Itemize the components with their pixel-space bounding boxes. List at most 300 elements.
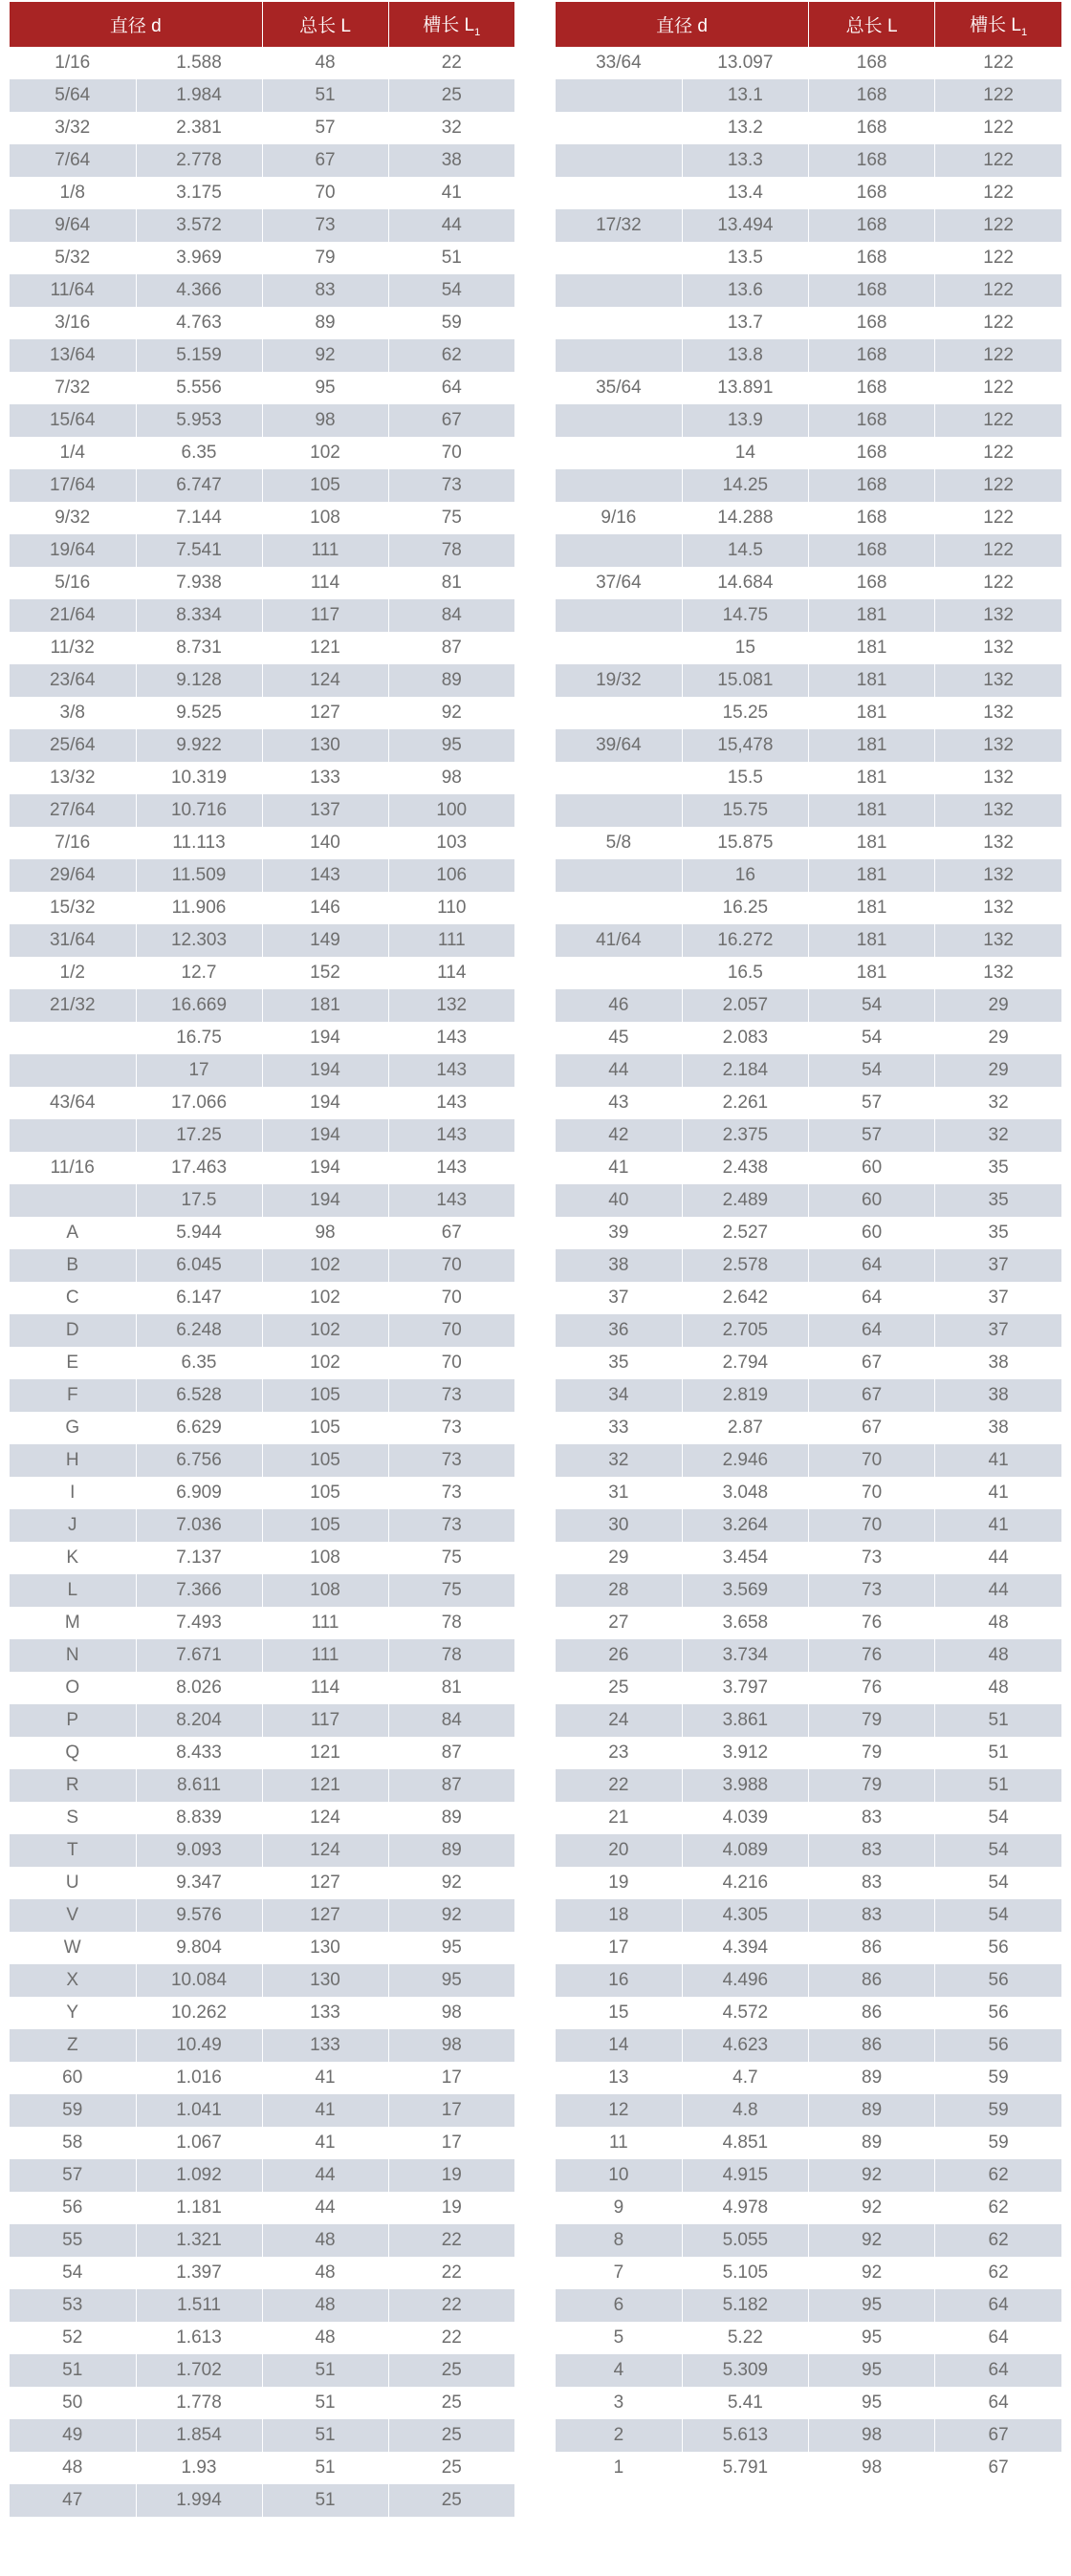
cell-diameter-size: O: [10, 1672, 136, 1704]
cell-total-length: 54: [808, 989, 934, 1022]
cell-total-length: 168: [808, 567, 934, 599]
cell-diameter-mm: 13.5: [682, 242, 808, 274]
cell-flute-length: 48: [988, 1678, 1009, 1698]
header-row: [556, 2, 1061, 47]
cell-total-length: 181: [808, 794, 934, 827]
table-row: [10, 112, 514, 144]
table-body: [10, 47, 514, 2517]
table-row: [556, 697, 1061, 729]
cell-flute-length: 100: [388, 794, 514, 827]
cell-flute-length: 67: [988, 2457, 1009, 2478]
cell-diameter-mm: 3.658: [682, 1607, 808, 1639]
cell-total-length: 86: [808, 2029, 934, 2062]
cell-flute-length: 44: [988, 1548, 1009, 1568]
cell-total-length: 83: [808, 1867, 934, 1899]
cell-total-length: 102: [262, 1249, 388, 1282]
cell-total-length: 181: [808, 599, 934, 632]
cell-total-length: 168: [808, 534, 934, 567]
cell-diameter-mm: 4.7: [682, 2062, 808, 2094]
cell-flute-length: 75: [441, 1548, 462, 1568]
header-total-length: 总长 L: [262, 2, 388, 47]
cell-total-length: 181: [262, 989, 388, 1022]
cell-diameter-size: [556, 469, 682, 502]
cell-diameter-mm: 15.25: [682, 697, 808, 729]
cell-diameter-mm: 4.089: [682, 1834, 808, 1867]
cell-flute-length: 110: [437, 898, 467, 918]
cell-total-length: 105: [262, 1412, 388, 1444]
cell-flute-length: 132: [935, 924, 1061, 957]
cell-diameter-size: 10: [556, 2159, 682, 2192]
table-row: [556, 437, 1061, 469]
cell-total-length: 73: [262, 209, 388, 242]
cell-total-length: 140: [262, 827, 388, 859]
cell-diameter-size: 21/64: [10, 599, 136, 632]
cell-diameter-mm: 2.438: [682, 1152, 808, 1184]
cell-diameter-size: B: [10, 1249, 136, 1282]
table-row: [10, 1249, 514, 1282]
cell-total-length: 111: [262, 534, 388, 567]
cell-diameter-mm: 6.35: [136, 1347, 262, 1379]
cell-diameter-size: 27: [556, 1607, 682, 1639]
cell-diameter-mm: 6.756: [136, 1444, 262, 1477]
table-row: [556, 1054, 1061, 1087]
cell-diameter-mm: 3.734: [682, 1639, 808, 1672]
cell-diameter-size: 35/64: [556, 372, 682, 404]
cell-diameter-size: 49: [10, 2419, 136, 2452]
cell-total-length: 168: [808, 209, 934, 242]
cell-total-length: 73: [808, 1574, 934, 1607]
cell-total-length: 67: [262, 144, 388, 177]
cell-total-length: 76: [808, 1639, 934, 1672]
cell-total-length: 130: [262, 729, 388, 762]
cell-diameter-size: 17/64: [10, 469, 136, 502]
cell-diameter-mm: 1.397: [136, 2257, 262, 2289]
cell-diameter-size: T: [10, 1834, 136, 1867]
table-row: [10, 47, 514, 79]
cell-total-length: 168: [808, 372, 934, 404]
table-row: [556, 339, 1061, 372]
cell-total-length: 76: [808, 1607, 934, 1639]
cell-diameter-size: 13: [556, 2062, 682, 2094]
table-row: [10, 1477, 514, 1509]
cell-diameter-size: 36: [556, 1314, 682, 1347]
cell-diameter-size: 23/64: [10, 664, 136, 697]
cell-flute-length: 122: [983, 183, 1014, 203]
cell-diameter-size: [556, 112, 682, 144]
cell-diameter-size: [556, 404, 682, 437]
cell-total-length: 146: [262, 892, 388, 924]
cell-diameter-mm: 16.5: [682, 957, 808, 989]
cell-diameter-mm: 17.463: [136, 1152, 262, 1184]
cell-diameter-mm: 5.22: [682, 2322, 808, 2354]
cell-total-length: 70: [808, 1509, 934, 1542]
table-body: [556, 47, 1061, 2484]
table-row: [10, 1217, 514, 1249]
cell-diameter-mm: 2.794: [682, 1347, 808, 1379]
table-row: [556, 1184, 1061, 1217]
cell-diameter-size: 5: [556, 2322, 682, 2354]
cell-flute-length: 81: [441, 573, 462, 593]
cell-total-length: 130: [262, 1964, 388, 1997]
table-row: [556, 534, 1061, 567]
cell-total-length: 51: [262, 2452, 388, 2484]
cell-flute-length: 56: [935, 2029, 1061, 2062]
table-row: [556, 274, 1061, 307]
table-row: [556, 729, 1061, 762]
cell-flute-length: 122: [983, 248, 1014, 268]
table-row: [556, 2387, 1061, 2419]
cell-flute-length: 54: [388, 274, 514, 307]
cell-total-length: 181: [808, 729, 934, 762]
cell-total-length: 121: [262, 632, 388, 664]
cell-diameter-mm: 8.611: [136, 1769, 262, 1802]
cell-diameter-mm: 13.891: [682, 372, 808, 404]
table-row: [10, 1184, 514, 1217]
table-row: [10, 1412, 514, 1444]
cell-diameter-mm: 17.25: [136, 1119, 262, 1152]
cell-diameter-size: 3: [556, 2387, 682, 2419]
cell-diameter-mm: 2.819: [682, 1379, 808, 1412]
table-row: [556, 2257, 1061, 2289]
cell-flute-length: 64: [935, 2289, 1061, 2322]
table-row: [556, 1217, 1061, 1249]
cell-diameter-size: 53: [10, 2289, 136, 2322]
table-row: [10, 664, 514, 697]
cell-diameter-mm: 9.093: [136, 1834, 262, 1867]
cell-diameter-size: 3/8: [10, 697, 136, 729]
table-row: [10, 1444, 514, 1477]
cell-diameter-mm: 4.851: [682, 2127, 808, 2159]
cell-diameter-size: 52: [10, 2322, 136, 2354]
cell-diameter-size: 23: [556, 1737, 682, 1769]
cell-diameter-size: 1/2: [10, 957, 136, 989]
cell-diameter-size: J: [10, 1509, 136, 1542]
cell-diameter-size: X: [10, 1964, 136, 1997]
cell-flute-length: 95: [388, 729, 514, 762]
cell-flute-length: 62: [935, 2224, 1061, 2257]
header-row: [10, 2, 514, 47]
cell-diameter-size: 46: [556, 989, 682, 1022]
cell-diameter-mm: 5.159: [136, 339, 262, 372]
table-row: [556, 2062, 1061, 2094]
cell-diameter-mm: 2.489: [682, 1184, 808, 1217]
cell-flute-length: 41: [988, 1483, 1009, 1503]
header-diameter: 直径 d: [556, 2, 808, 47]
cell-diameter-size: 9/32: [10, 502, 136, 534]
cell-diameter-size: 40: [556, 1184, 682, 1217]
cell-total-length: 105: [262, 469, 388, 502]
table-row: [10, 2354, 514, 2387]
cell-total-length: 86: [808, 1932, 934, 1964]
cell-flute-length: 92: [388, 1899, 514, 1932]
cell-diameter-mm: 13.097: [682, 47, 808, 79]
cell-total-length: 168: [808, 404, 934, 437]
table-row: [556, 112, 1061, 144]
cell-diameter-mm: 2.578: [682, 1249, 808, 1282]
cell-flute-length: 122: [983, 313, 1014, 333]
table-row: [10, 1899, 514, 1932]
cell-total-length: 168: [808, 79, 934, 112]
cell-diameter-mm: 3.175: [136, 177, 262, 209]
cell-diameter-mm: 7.938: [136, 567, 262, 599]
cell-total-length: 108: [262, 1574, 388, 1607]
cell-diameter-mm: 1.181: [136, 2192, 262, 2224]
cell-flute-length: 132: [935, 859, 1061, 892]
cell-flute-length: 132: [983, 768, 1014, 788]
cell-flute-length: 59: [935, 2094, 1061, 2127]
cell-total-length: 181: [808, 924, 934, 957]
table-row: [10, 697, 514, 729]
cell-flute-length: 143: [388, 1184, 514, 1217]
cell-diameter-size: 7: [556, 2257, 682, 2289]
cell-diameter-size: 48: [10, 2452, 136, 2484]
header-flute-length: 槽长 $L_1$: [935, 2, 1061, 47]
cell-diameter-size: 25: [556, 1672, 682, 1704]
cell-total-length: 89: [808, 2062, 934, 2094]
cell-flute-length: 22: [441, 2262, 462, 2283]
cell-flute-length: 73: [441, 1418, 462, 1438]
table-row: [10, 1769, 514, 1802]
cell-flute-length: 64: [935, 2354, 1061, 2387]
cell-diameter-size: [556, 144, 682, 177]
cell-diameter-mm: 6.528: [136, 1379, 262, 1412]
cell-diameter-mm: 15.081: [682, 664, 808, 697]
cell-diameter-size: 11/16: [10, 1152, 136, 1184]
cell-diameter-mm: 16.669: [136, 989, 262, 1022]
table-row: [10, 2419, 514, 2452]
cell-diameter-size: V: [10, 1899, 136, 1932]
cell-total-length: 168: [808, 469, 934, 502]
table-row: [10, 2257, 514, 2289]
cell-total-length: 133: [262, 762, 388, 794]
table-row: [10, 827, 514, 859]
table-row: [10, 989, 514, 1022]
cell-flute-length: 122: [935, 209, 1061, 242]
table-row: [10, 794, 514, 827]
table-row: [10, 2029, 514, 2062]
table-row: [556, 2322, 1061, 2354]
cell-diameter-size: 24: [556, 1704, 682, 1737]
cell-flute-length: 132: [935, 664, 1061, 697]
cell-total-length: 168: [808, 144, 934, 177]
table-row: [556, 404, 1061, 437]
cell-flute-length: 62: [988, 2262, 1009, 2283]
table-row: [10, 1152, 514, 1184]
cell-diameter-mm: 2.381: [136, 112, 262, 144]
cell-diameter-mm: 4.763: [136, 307, 262, 339]
table-row: [556, 2029, 1061, 2062]
cell-diameter-mm: 10.319: [136, 762, 262, 794]
cell-flute-length: 132: [983, 898, 1014, 918]
table-row: [10, 729, 514, 762]
cell-total-length: 98: [262, 1217, 388, 1249]
cell-diameter-mm: 10.716: [136, 794, 262, 827]
cell-flute-length: 64: [441, 378, 462, 398]
table-row: [10, 1672, 514, 1704]
cell-diameter-mm: 1.092: [136, 2159, 262, 2192]
cell-diameter-size: 37/64: [556, 567, 682, 599]
table-row: [10, 1737, 514, 1769]
table-row: [556, 1477, 1061, 1509]
cell-diameter-size: 60: [10, 2062, 136, 2094]
cell-flute-length: 25: [441, 2457, 462, 2478]
cell-diameter-size: [10, 1184, 136, 1217]
cell-diameter-mm: 3.569: [682, 1574, 808, 1607]
cell-flute-length: 37: [935, 1249, 1061, 1282]
cell-total-length: 86: [808, 1964, 934, 1997]
cell-flute-length: 22: [441, 2327, 462, 2348]
table-row: [556, 859, 1061, 892]
table-row: [10, 2159, 514, 2192]
table-row: [556, 1249, 1061, 1282]
cell-diameter-mm: 5.953: [136, 404, 262, 437]
cell-total-length: 102: [262, 437, 388, 469]
table-row: [556, 2419, 1061, 2452]
cell-diameter-size: 11: [556, 2127, 682, 2159]
table-row: [556, 1152, 1061, 1184]
cell-diameter-mm: 9.525: [136, 697, 262, 729]
cell-flute-length: 73: [388, 469, 514, 502]
table-row: [556, 1022, 1061, 1054]
cell-flute-length: 62: [988, 2197, 1009, 2218]
cell-flute-length: 29: [988, 1028, 1009, 1048]
cell-diameter-mm: 9.128: [136, 664, 262, 697]
cell-diameter-mm: 10.262: [136, 1997, 262, 2029]
header-flute-length: 槽长 $L_1$: [388, 2, 514, 47]
cell-diameter-size: U: [10, 1867, 136, 1899]
cell-flute-length: 70: [441, 1353, 462, 1373]
table-row: [10, 762, 514, 794]
table-row: [10, 1867, 514, 1899]
cell-flute-length: 122: [935, 534, 1061, 567]
cell-diameter-mm: 2.87: [682, 1412, 808, 1444]
cell-flute-length: 38: [388, 144, 514, 177]
cell-diameter-size: 3/32: [10, 112, 136, 144]
cell-flute-length: 37: [935, 1314, 1061, 1347]
cell-total-length: 41: [262, 2062, 388, 2094]
table-row: [10, 339, 514, 372]
cell-total-length: 194: [262, 1022, 388, 1054]
cell-diameter-size: 34: [556, 1379, 682, 1412]
cell-total-length: 41: [262, 2127, 388, 2159]
cell-diameter-mm: 5.182: [682, 2289, 808, 2322]
cell-flute-length: 81: [441, 1678, 462, 1698]
cell-total-length: 168: [808, 47, 934, 79]
cell-diameter-mm: 17: [136, 1054, 262, 1087]
cell-total-length: 117: [262, 599, 388, 632]
cell-diameter-mm: 1.588: [136, 47, 262, 79]
cell-flute-length: 78: [441, 1613, 462, 1633]
cell-diameter-size: 58: [10, 2127, 136, 2159]
table-row: [556, 1347, 1061, 1379]
cell-total-length: 168: [808, 307, 934, 339]
cell-total-length: 181: [808, 957, 934, 989]
cell-diameter-mm: 17.066: [136, 1087, 262, 1119]
cell-diameter-size: 15/32: [10, 892, 136, 924]
cell-total-length: 48: [262, 47, 388, 79]
cell-flute-length: 132: [983, 833, 1014, 853]
cell-diameter-size: 26: [556, 1639, 682, 1672]
cell-flute-length: 132: [983, 638, 1014, 658]
cell-total-length: 83: [808, 1802, 934, 1834]
cell-diameter-size: L: [10, 1574, 136, 1607]
cell-flute-length: 122: [935, 404, 1061, 437]
cell-diameter-size: 22: [556, 1769, 682, 1802]
cell-total-length: 89: [808, 2127, 934, 2159]
cell-diameter-mm: 3.572: [136, 209, 262, 242]
cell-flute-length: 54: [988, 1872, 1009, 1893]
table-row: [10, 924, 514, 957]
cell-flute-length: 70: [388, 1249, 514, 1282]
cell-flute-length: 75: [388, 1574, 514, 1607]
cell-total-length: 98: [262, 404, 388, 437]
cell-diameter-size: I: [10, 1477, 136, 1509]
cell-flute-length: 17: [441, 2067, 462, 2088]
cell-total-length: 149: [262, 924, 388, 957]
table-row: [10, 2224, 514, 2257]
cell-diameter-mm: 9.804: [136, 1932, 262, 1964]
cell-diameter-mm: 13.9: [682, 404, 808, 437]
cell-diameter-mm: 11.113: [136, 827, 262, 859]
cell-diameter-size: [556, 534, 682, 567]
cell-diameter-mm: 1.93: [136, 2452, 262, 2484]
cell-total-length: 60: [808, 1184, 934, 1217]
cell-flute-length: 38: [935, 1379, 1061, 1412]
cell-diameter-size: [556, 242, 682, 274]
table-row: [10, 404, 514, 437]
cell-diameter-size: G: [10, 1412, 136, 1444]
cell-diameter-size: 6: [556, 2289, 682, 2322]
cell-flute-length: 59: [441, 313, 462, 333]
cell-total-length: 137: [262, 794, 388, 827]
cell-diameter-size: 14: [556, 2029, 682, 2062]
cell-diameter-mm: 15.5: [682, 762, 808, 794]
cell-diameter-size: 1/4: [10, 437, 136, 469]
cell-total-length: 98: [808, 2419, 934, 2452]
cell-flute-length: 95: [441, 1937, 462, 1958]
cell-diameter-mm: 1.984: [136, 79, 262, 112]
cell-total-length: 44: [262, 2192, 388, 2224]
cell-flute-length: 62: [935, 2159, 1061, 2192]
cell-diameter-mm: 3.912: [682, 1737, 808, 1769]
table-row: [10, 79, 514, 112]
cell-diameter-mm: 16.272: [682, 924, 808, 957]
cell-total-length: 143: [262, 859, 388, 892]
table-row: [10, 209, 514, 242]
table-row: [10, 469, 514, 502]
cell-total-length: 79: [808, 1769, 934, 1802]
cell-diameter-size: 19/32: [556, 664, 682, 697]
cell-flute-length: 56: [935, 1964, 1061, 1997]
cell-total-length: 70: [808, 1477, 934, 1509]
cell-diameter-mm: 6.629: [136, 1412, 262, 1444]
cell-diameter-mm: 1.511: [136, 2289, 262, 2322]
cell-diameter-size: 7/16: [10, 827, 136, 859]
cell-total-length: 130: [262, 1932, 388, 1964]
cell-diameter-mm: 13.4: [682, 177, 808, 209]
cell-flute-length: 122: [983, 378, 1014, 398]
table-row: [10, 502, 514, 534]
cell-diameter-mm: 1.613: [136, 2322, 262, 2354]
cell-diameter-mm: 15,478: [682, 729, 808, 762]
table-row: [10, 437, 514, 469]
cell-flute-length: 122: [983, 443, 1014, 463]
cell-diameter-mm: 2.261: [682, 1087, 808, 1119]
cell-diameter-size: 15/64: [10, 404, 136, 437]
cell-diameter-size: 13/32: [10, 762, 136, 794]
cell-total-length: 105: [262, 1444, 388, 1477]
cell-diameter-mm: 3.988: [682, 1769, 808, 1802]
